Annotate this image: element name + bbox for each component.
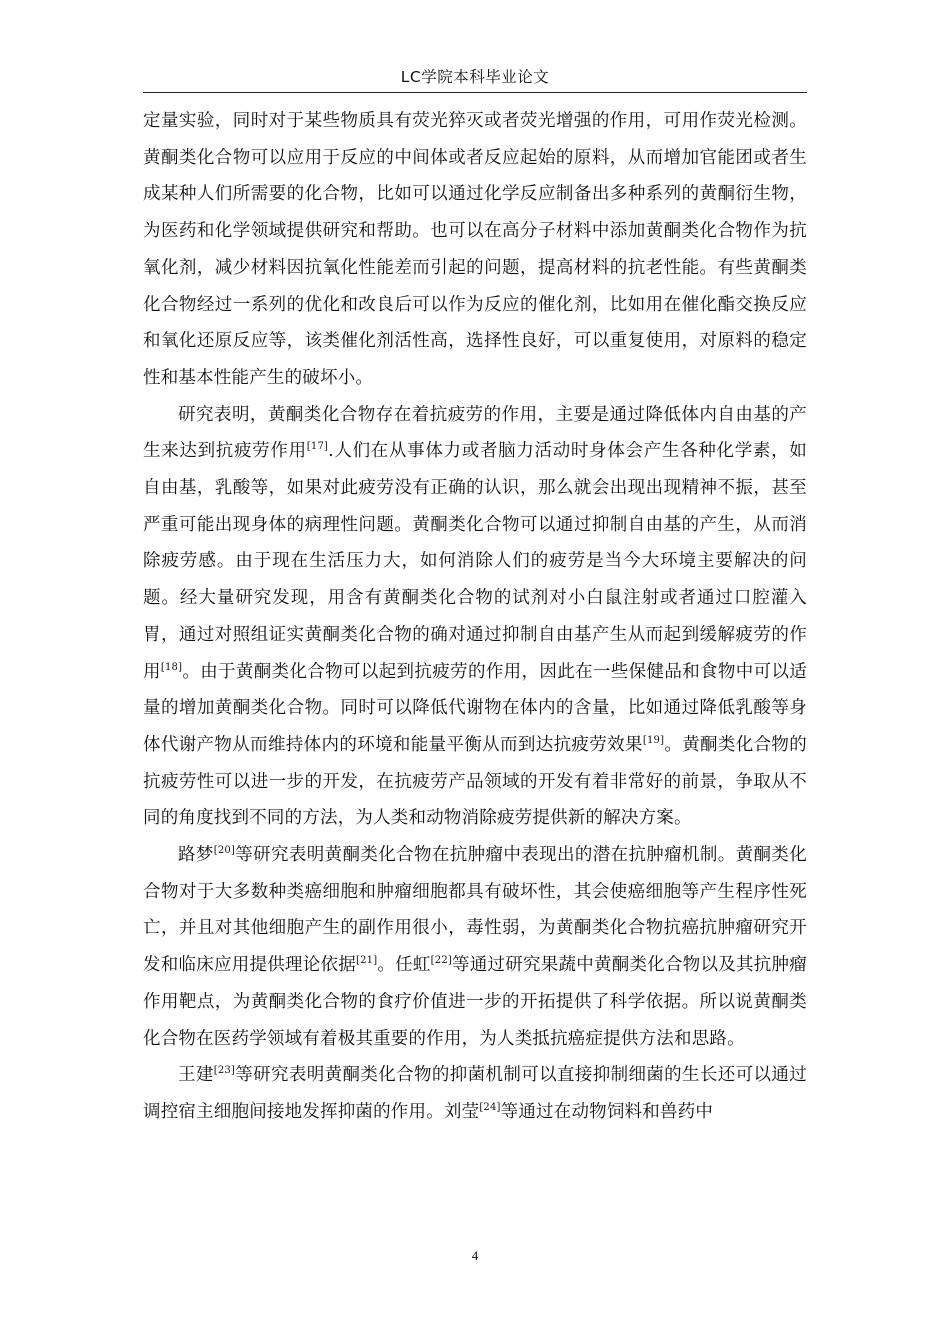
paragraph-text: 等通过在动物饲料和兽药中 [500, 1101, 714, 1122]
paragraph-2 [143, 397, 807, 837]
citation-ref: [18] [160, 661, 183, 673]
page-number: 4 [471, 1248, 479, 1263]
paragraph-text: 。由于黄酮类化合物可以起到抗疲劳的作用，因此在一些保健品和食物中可以适量的增加黄酮类化合物。同时可以降低代谢物在体内的含量，比如通过降低乳酸等身体代谢产物从而维持体内的环境和能量平衡从而到达抗疲劳效果 [143, 661, 808, 755]
citation-ref: [23] [213, 1065, 236, 1077]
citation-ref: [21] [356, 955, 378, 967]
page-header [143, 62, 807, 93]
paragraph-text: 研究表明，黄酮类化合物存在着抗疲劳的作用，主要是通过降低体内自由基的产生来达到抗疲劳作用 [143, 404, 807, 462]
citation-ref: [22] [430, 955, 452, 967]
paragraph-text: 王建 [178, 1065, 214, 1086]
paragraph-1 [143, 103, 807, 397]
paragraph-text: .人们在从事体力或者脑力活动时身体会产生各种化学素，如自由基，乳酸等，如果对此疲劳没有正确的认识，那么就会出现出现精神不振，甚至严重可能出现身体的病理性问题。黄酮类化合物可以通过抑制自由基的产生，从而消除疲劳感。由于现在生活压力大，如何消除人们的疲劳是当今大环境主要解决的问题。经大量研究发现，用含有黄酮类化合物的试剂对小白鼠注射或者通过口腔灌入胃，通过对照组证实黄酮类化合物的确对通过抑制自由基产生从而起到缓解疲劳的作用 [143, 441, 807, 682]
paragraph-text: 定量实验，同时对于某些物质具有荧光猝灭或者荧光增强的作用，可用作荧光检测。黄酮类化合物可以应用于反应的中间体或者反应起始的原料，从而增加官能团或者生成某种人们所需要的化合物，比如可以通过化学反应制备出多种系列的黄酮衍生物，为医药和化学领域提供研究和帮助。也可以在高分子材料中添加黄酮类化合物作为抗氧化剂，减少材料因抗氧化性能差而引起的问题，提高材料的抗老性能。有些黄酮类化合物经过一系列的优化和改良后可以作为反应的催化剂，比如用在催化酯交换反应和氧化还原反应等，该类催化剂活性高，选择性良好，可以重复使用，对原料的稳定性和基本性能产生的破坏小。 [143, 111, 807, 388]
body-text [143, 103, 807, 1131]
paragraph-4 [143, 1057, 807, 1130]
header-title: LC学院本科毕业论文 [400, 68, 550, 86]
citation-ref: [20] [213, 845, 236, 857]
paragraph-text: 等研究表明黄酮类化合物的抑菌机制可以直接抑制细菌的生长还可以通过调控宿主细胞间接地发挥抑菌的作用。刘莹 [143, 1065, 807, 1122]
paragraph-text: 。任虹 [377, 955, 431, 976]
paragraph-text: 。黄酮类化合物的抗疲劳性可以进一步的开发，在抗疲劳产品领域的开发有着非常好的前景，争取从不同的角度找到不同的方法，为人类和动物消除疲劳提供新的解决方案。 [143, 734, 807, 829]
citation-ref: [19] [642, 734, 665, 746]
paragraph-3 [143, 837, 807, 1057]
paragraph-text: 等研究表明黄酮类化合物在抗肿瘤中表现出的潜在抗肿瘤机制。黄酮类化合物对于大多数种类癌细胞和肿瘤细胞都具有破坏性，其会使癌细胞等产生程序性死亡，并且对其他细胞产生的副作用很小，毒性弱，为黄酮类化合物抗癌抗肿瘤研究开发和临床应用提供理论依据 [143, 845, 807, 976]
paragraph-text: 等通过研究果蔬中黄酮类化合物以及其抗肿瘤作用靶点，为黄酮类化合物的食疗价值进一步的开拓提供了科学依据。所以说黄酮类化合物在医药学领域有着极其重要的作用，为人类抵抗癌症提供方法和思路。 [143, 955, 807, 1049]
citation-ref: [24] [479, 1101, 501, 1113]
paragraph-text: 路梦 [178, 845, 214, 866]
citation-ref: [17] [306, 441, 329, 453]
